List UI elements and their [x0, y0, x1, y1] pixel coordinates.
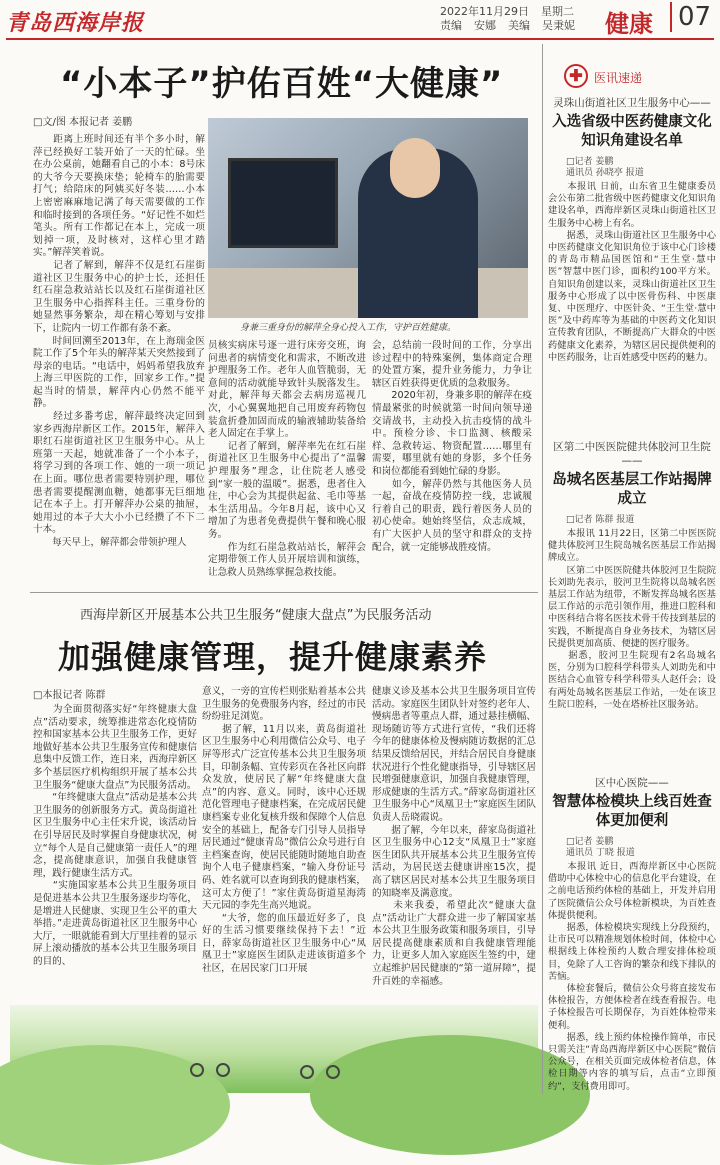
- editor-label: 责编: [440, 19, 462, 32]
- brief-byline: □记者 姜鹏 通讯员 丁晓 报道: [566, 837, 635, 858]
- article2-column-3: 健康义诊及基本公共卫生服务项目宣传活动。家庭医生团队针对签约老年人、慢病患者等重点人群，通过悬挂横幅、现场随访等方式进行宣传，“我们还将今年的健康体检及慢病随访数据的汇总结果反馈给居民，并结合居民自身健康状况进行个性化健康指导，引导辖区居民增强健康意识，加强自我健康管理，形成健康的生活方式。”薛家岛街道社区卫生服务中心“凤凰卫士”家庭医生团队负责人岳晓霞说。 据了解，今年以来，薛家岛街道社区卫生服务中心12支“凤凰卫士”家庭医生团队共开展基本公共卫生服务宣传活动，为居民送去健康讲座15次，提高了辖区居民对基本公共卫生服务项目的知晓率及满意度。 未来我委，希望此次“健康大盘点”活动让广大群众进一步了解国家基本公共卫生服务政策和服务项目，引导居民提高健康素质和自我健康管理能力，让更多人加入家庭医生签约中，建立起维护居民健康的“第一道屏障”，提升百姓的幸福感。: [372, 686, 536, 987]
- article1-column-2: 员核实病床号逐一进行床旁交班，询问患者的病情变化和需求，不断改进护理服务工作。老年人血管脆弱，无意间的活动就能导致针头脱落发生。对此，解萍每天都会去病房巡视几次，小心翼翼地把自己用废弃药物包装盒折叠加固而成的输液辅助装备给老人固定在手掌上。 记者了解到，解萍率先在红石崖街道社区卫生服务中心提出了“温馨护理服务”理念，让住院老人感受到“家一般的温暖”。据悉，患者住入住，中心会为其提供起盆、毛巾等基本生活用品。今年8月起，该中心又增加了为患者免费提供午餐和晚心服务。 作为红石崖急救站站长，解萍会定期带领工作人员开展培训和演练，让急救人员熟练掌握急救技能。: [208, 340, 366, 578]
- sidebar-banner-label: 医讯速递: [594, 71, 643, 85]
- brief-byline: □记者 姜鹏 通讯员 孙晓亭 报道: [566, 157, 644, 178]
- header-rule: [6, 38, 714, 40]
- bicycle-wheel-icon: [300, 1065, 314, 1079]
- article2-subhead: 西海岸新区开展基本公共卫生服务“健康大盘点”为民服务活动: [80, 608, 432, 623]
- article1-byline: □文/图 本报记者 姜鹏: [33, 117, 133, 128]
- brief-byline: □记者 陈群 报道: [566, 515, 635, 525]
- medical-cross-icon: ✚: [564, 64, 588, 88]
- photo-face: [390, 138, 440, 198]
- bicycle-wheel-icon: [216, 1063, 230, 1077]
- brief-body: 本报讯 11月22日，区第二中医医院健共体胶河卫生院岛城名医基层工作站揭牌成立。 区第二中医医院健共体胶河卫生院院长刘助先表示，胶河卫生院将以岛城名医基层工作站为纽带，不断发挥岛城名医基层工作站的示范引领作用，推进口腔科和中医科结合将名医技术骨干传技到基层的实践，不断提高自身业务技术，为辖区居民提供更加高质、便捷的医疗服务。 据悉，胶河卫生院现有2名岛城名医，分别为口腔科学科带头人刘助先和中医结合心血管专科学科带头人赵仟会；设有两处岛城名医基层工作站，一处在该卫生院口腔科，一处在塔桥社区服务站。: [548, 528, 716, 710]
- brief-kicker: 区第二中医医院健共体胶河卫生院——: [553, 441, 711, 467]
- page-number: 07: [670, 2, 711, 32]
- article-divider: [30, 592, 538, 593]
- article1-column-1: 距离上班时间还有半个多小时，解萍已经换好工装开始了一天的忙碌。坐在办公桌前，她翻看自己的小本：8号床的大爷今天要换床垫；轮椅车的胎需要打气；给陪床的阿姨买好冬装……小本上密密麻麻地记满了每天需要做的工作和临时接到的各项任务。“好记性不如烂笔头。所有工作都记在本上，完成一项划掉一项，及时核对，这样心里才踏实。”解萍笑着说。 记者了解到，解萍不仅是红石崖街道社区卫生服务中心的护士长，还担任红石崖急救站站长以及红石崖街道社区卫生服务中心指挥科主任。三重身份的她显然事务繁杂，却在精心筹划与安排下，让院内一切工作都有条不紊。 时间回溯至2013年，在上海瑞金医院工作了5个年头的解萍某天突然接到了母亲的电话。“电话中，妈妈希望我放弃上海三甲医院的工作，回家乡工作。”提起当时的情景，解萍内心仍然不能平静。 经过多番考虑，解萍最终决定回到家乡西海岸新区工作。2015年，解萍入职红石崖街道社区卫生服务中心。从上班第一天起，她就准备了一个小本子，将学习到的各项工作、她的一项一项记在上面。哪位患者需要特别护理，哪位患者需要提醒测血糖，她都事无巨细地记在本子上。打开解萍办公桌的抽屉，她用过的本子大大小小已经攒了不下二十本。 每天早上，解萍都会带领护理人: [33, 134, 205, 548]
- brief-body: 本报讯 近日，西海岸新区中心医院借助中心体检中心的信息化平台建设，在之前电话预约体检的基础上，开发并启用了医院微信公众号体检新模块，为百姓查体提供便利。 据悉，体检模块实现线上分段预约，让市民可以精准规划体检时间，体检中心根据线上体检预约人数合理安排体检项目，免除了人工咨询的繁杂和线下排队的苦恼。 体检套餐后，微信公众号将直接发布体检报告，方便体检者在线查看报告。电子体检报告可长期保存，为百姓体检带来便利。 据悉，线上预约体检操作简单，市民只需关注“青岛西海岸新区中心医院”微信公众号，在相关页面完成体检者信息，体检日期等内容的填写后，点击“立即预约”，支付费用即可。: [548, 861, 716, 1092]
- article1-column-3: 会，总结前一段时间的工作，分享出诊过程中的特殊案例，集体商定合理的处置方案，提升业务能力，力争让辖区百姓获得更优质的急救服务。 2020年初，身兼多职的解萍在疫情最紧张的时候就第一时间向领导递交请战书，主动投入抗击疫情的战斗中。预检分诊、卡口监测、核酸采样、急救转运、物资配置……哪里有需要，哪里就有她的身影，多个任务和岗位都能看到她忙碌的身影。 如今，解萍仍然与其他医务人员一起，奋战在疫情防控一线，忠诚履行着自己的职责，践行着医务人员的初心使命。她始终坚信，众志成城，有广大医护人员的坚守和群众的支持配合，就一定能够战胜疫情。: [372, 340, 532, 553]
- brief-body: 本报讯 日前，山东省卫生健康委员会公布第二批省级中医药健康文化知识角建设名单，西海岸新区灵珠山街道社区卫生服务中心榜上有名。 据悉，灵珠山街道社区卫生服务中心中医药健康文化知识角位于该中心门诊楼的青岛市精品国医馆和“王生堂·慧中医”智慧中医门诊，面积约100平方米。自知识角创建以来，灵珠山街道社区卫生服务中心形成了以中医骨伤科、中医康复、中医理疗、中医针灸、“王生堂·慧中医”及中药库等为基础的中医药文化知识宣传教育团队，不断提高广大群众的中医药健康文化素养，为辖区居民提供便利的中医药服务，让百姓感受中医药的魅力。: [548, 181, 716, 363]
- brief-item-2: [548, 440, 716, 714]
- article2-column-2: 意义，一旁的宣传栏则张贴着基本公共卫生服务的免费服务内容，经过的市民纷纷驻足浏览。 据了解，11月以来，黄岛街道社区卫生服务中心利用微信公众号、电子屏等形式广泛宣传基本公共卫生服务项目，印制条幅、宣传彩页在各社区向群众发放，使居民了解“年终健康大盘点”的内容、意义。同时，该中心还规范化管理电子健康档案，在完成居民健康档案专业化复核升级和保障个人信息安全的基础上，配备专门引导人员指导居民通过“健康青岛”微信公众号进行自主档案查询，使居民能随时随地自助查询个人电子健康档案，“输入身份证号码、姓名就可以查询到我的健康档案，这可太方便了！”家住黄岛街道星海湾天元园的李先生高兴地说。 “大爷，您的血压最近好多了，良好的生活习惯要继续保持下去！”近日，薛家岛街道社区卫生服务中心“凤凰卫士”家庭医生团队走进该街道多个社区，在居民家门口开展: [202, 686, 366, 975]
- header-info: [440, 5, 575, 33]
- article1-headline: “小本子”护佑百姓“大健康”: [60, 64, 504, 104]
- issue-weekday: 星期二: [541, 5, 574, 18]
- bicycle-wheel-icon: [326, 1065, 340, 1079]
- photo-caption: 身兼三重身份的解萍全身心投入工作，守护百姓健康。: [240, 323, 457, 333]
- designer-label: 美编: [508, 19, 530, 32]
- brief-kicker: 区中心医院——: [595, 777, 669, 789]
- cycling-illustration: [10, 1005, 538, 1093]
- newspaper-logo: 青岛西海岸报: [6, 10, 145, 36]
- brief-item-3: [548, 776, 716, 1107]
- bicycle-wheel-icon: [190, 1063, 204, 1077]
- brief-kicker: 灵珠山街道社区卫生服务中心——: [553, 97, 711, 109]
- editor-name: 安娜: [474, 19, 496, 32]
- sidebar-news-briefs: [548, 44, 716, 1094]
- brief-title: 岛城名医基层工作站揭牌成立: [552, 472, 712, 507]
- masthead: [0, 0, 720, 38]
- article2-column-1: 为全面贯彻落实好“年终健康大盘点”活动要求，统筹推进常态化疫情防控和国家基本公共卫生服务工作，更好地做好基本公共卫生服务宣传和健康信息集中反馈工作，连日来，西海岸新区多个基层医疗机构组织开展了基本公共卫生服务“健康大盘点”为民服务活动。 “年终健康大盘点”活动是基本公共卫生服务的创新服务方式。黄岛街道社区卫生服务中心主任宋升说，该活动旨在引导居民及时掌握自身健康状况，树立“每个人是自己健康第一责任人”的理念，提高健康意识，加强自我健康管理，践行健康生活方式。 “实施国家基本公共卫生服务项目是促进基本公共卫生服务逐步均等化，是增进人民健康、实现卫生公平的重大举措。”走进黄岛街道社区卫生服务中心大厅，一眼就能看到大厅里挂着的显示屏上滚动播放的基本公共卫生服务项目的目的、: [33, 704, 197, 967]
- brief-title: 入选省级中医药健康文化知识角建设名单: [552, 114, 712, 149]
- issue-date: 2022年11月29日: [440, 5, 529, 18]
- article2-byline: □本报记者 陈群: [33, 690, 106, 701]
- sidebar-divider: [542, 44, 543, 1094]
- article2-headline: 加强健康管理，提升健康素养: [58, 638, 488, 676]
- sidebar-banner: [564, 66, 714, 88]
- brief-item-1: [548, 96, 716, 363]
- article1-photo: [208, 118, 528, 318]
- brief-title: 智慧体检模块上线百姓查体更加便利: [552, 794, 712, 829]
- section-title: 健康: [605, 10, 653, 38]
- photo-monitor: [228, 158, 338, 248]
- designer-name: 吴秉妮: [542, 19, 575, 32]
